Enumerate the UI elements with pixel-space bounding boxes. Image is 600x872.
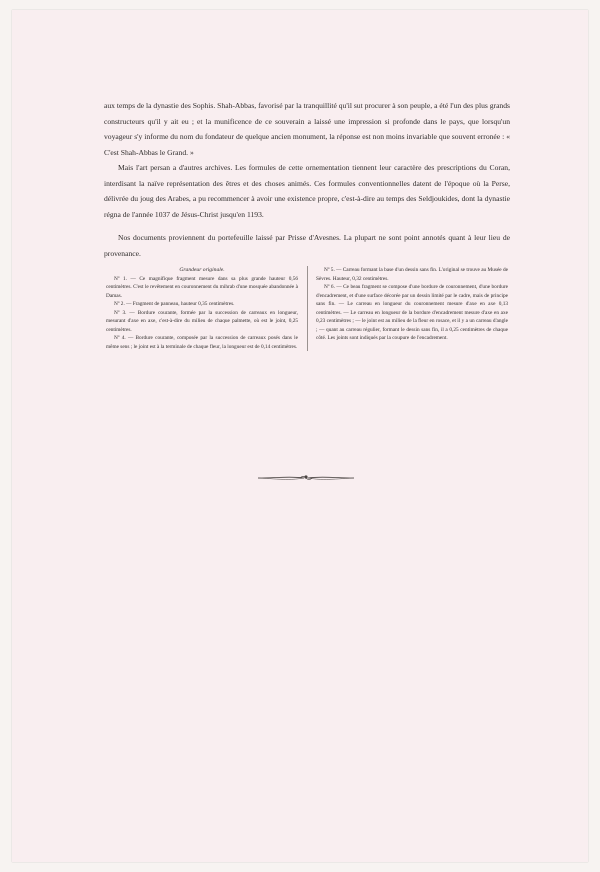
ornamental-divider [256,472,356,484]
note-item: Nº 4. — Bordure courante, composée par la succession de carreaux posés dans le même sens ; le joint est à la terminale de chaque fleur, la longueur est de 0,14 centimètres. [106,335,298,350]
note-item: Nº 2. — Fragment de panneau, hauteur 0,35 centimètres. [114,301,235,307]
notes-heading: Grandeur originale. [179,267,225,273]
plate-notes [106,266,508,351]
notes-right-column [307,266,508,351]
paragraph-3: Nos documents proviennent du portefeuille laissé par Prisse d'Avesnes. La plupart ne sont point annotés quant à leur lieu de provenance. [104,233,510,258]
note-item: Nº 1. — Ce magnifique fragment mesure dans sa plus grande hauteur 0,56 centimètres. C'est le revêtement en couronnement du mihrab d'une mosquée abandonnée à Damas. [106,275,298,299]
paragraph-1: aux temps de la dynastie des Sophis. Shah-Abbas, favorisé par la tranquillité qu'il sut procurer à son peuple, a été l'un des plus grands constructeurs qu'il y ait eu ; et la munificence de ce souverain a laissé une impression si profonde dans le pays, que lorsqu'un voyageur s'y informe du nom du fondateur de quelque ancien monument, la réponse est non moins invariable que souvent erronée : « C'est Shah-Abbas le Grand. » [104,101,510,157]
notes-left-column [106,266,304,351]
note-item: Nº 5. — Carreau formant la base d'un dessin sans fin. L'original se trouve au Musée de Sèvres. Hauteur, 0,32 centimètres. [316,267,508,282]
paragraph-2: Mais l'art persan a d'autres archives. Les formules de cette ornementation tiennent leur caractère des prescriptions du Coran, interdisant la naïve représentation des êtres et des choses animés. Ces formules conventionnelles datent de l'époque où la Perse, délivrée du joug des Arabes, a pu recommencer à avoir une existence propre, c'est-à-dire au temps des Seldjoukides, dont la dynastie régna de l'année 1037 de Jésus-Christ jusqu'en 1193. [104,163,510,219]
document-page [12,10,588,862]
main-text [104,98,510,261]
note-item: Nº 6. — Ce beau fragment se compose d'une bordure de couronnement, d'une bordure d'encadrement, et d'une surface décorée par un dessin limité par le cadre, mais de principe sans fin. — Le carreau en longueur du couronnement mesure d'axe en axe 0,13 centimètres. — Le carreau en longueur de la bordure d'encadrement mesure d'axe en axe 0,23 centimètres ; — le joint est au milieu de la fleur en rosace, et il y a un carreau d'angle ; — quant au carreau régulier, formant le dessin sans fin, il a 0,25 centimètres de chaque côté. Les joints sont indiqués par la coupure de l'encadrement. [316,284,508,341]
note-item: Nº 3. — Bordure courante, formée par la succession de carreaux en longueur, mesurant d'axe en axe, c'est-à-dire du milieu de chaque palmette, où est le joint, 0,25 centimètres. [106,309,298,333]
